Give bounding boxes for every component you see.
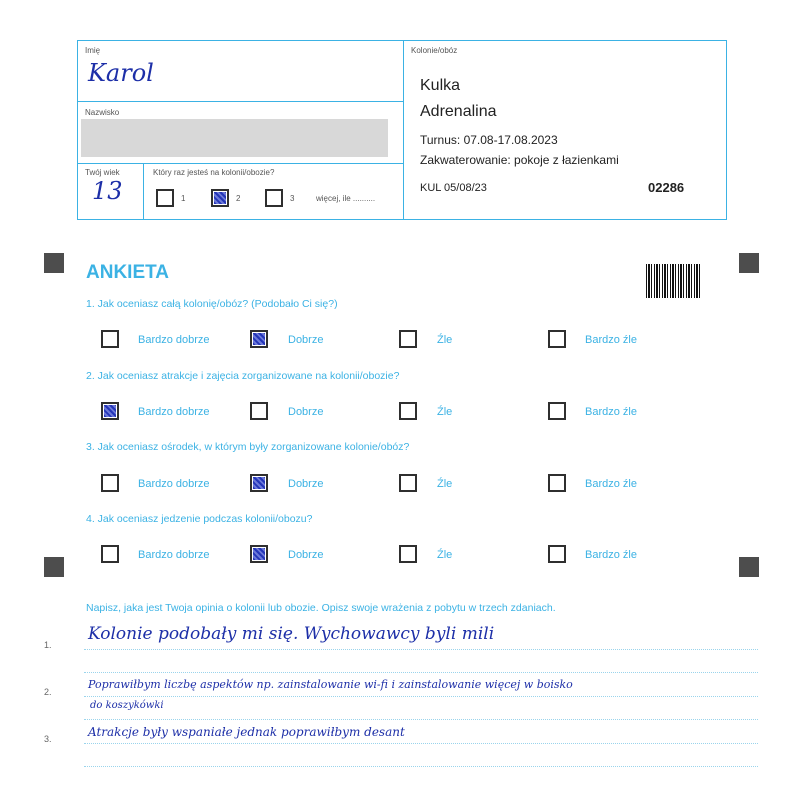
ktory-raz-option-3: 3 <box>290 194 295 203</box>
turnus: Turnus: 07.08-17.08.2023 <box>420 133 558 147</box>
divider <box>78 101 403 102</box>
q3-bardzo-zle-label: Bardzo źle <box>585 478 637 490</box>
q4-bardzo-dobrze-label: Bardzo dobrze <box>138 549 210 561</box>
nazwisko-redacted <box>81 119 388 157</box>
q1-bardzo-dobrze-label: Bardzo dobrze <box>138 334 210 346</box>
q2-bardzo-dobrze-label: Bardzo dobrze <box>138 406 210 418</box>
writing-line <box>84 649 758 650</box>
registration-mark <box>44 253 64 273</box>
q3-bardzo-dobrze-checkbox[interactable] <box>101 474 119 492</box>
kolonie-label: Kolonie/obóz <box>411 46 458 55</box>
q3-dobrze-checkbox[interactable] <box>250 474 268 492</box>
q2-dobrze-checkbox[interactable] <box>250 402 268 420</box>
ktory-raz-option-2: 2 <box>236 194 241 203</box>
q4-bardzo-zle-checkbox[interactable] <box>548 545 566 563</box>
q4-bardzo-zle-label: Bardzo źle <box>585 549 637 561</box>
wiecej-label: więcej, ile .......... <box>316 194 376 203</box>
q2-bardzo-zle-checkbox[interactable] <box>548 402 566 420</box>
divider <box>78 163 403 164</box>
registration-mark <box>739 557 759 577</box>
q2-zle-checkbox[interactable] <box>399 402 417 420</box>
q3-dobrze-label: Dobrze <box>288 478 324 490</box>
q1-bardzo-zle-label: Bardzo źle <box>585 334 637 346</box>
registration-mark <box>739 253 759 273</box>
q1-dobrze-label: Dobrze <box>288 334 324 346</box>
writing-line <box>84 672 758 673</box>
camp-code: KUL 05/08/23 <box>420 182 487 194</box>
ktory-raz-checkbox-1[interactable] <box>156 189 174 207</box>
writing-line <box>84 766 758 767</box>
imie-label: Imię <box>85 46 101 55</box>
q2-bardzo-dobrze-checkbox[interactable] <box>101 402 119 420</box>
question-4: 4. Jak oceniasz jedzenie podczas kolonii/obozu? <box>86 513 313 525</box>
q3-zle-checkbox[interactable] <box>399 474 417 492</box>
ktory-raz-option-1: 1 <box>181 194 186 203</box>
q4-dobrze-checkbox[interactable] <box>250 545 268 563</box>
header-box <box>77 40 727 220</box>
line-number-2: 2. <box>44 687 52 697</box>
q2-zle-label: Źle <box>437 406 453 418</box>
ktory-raz-checkbox-2[interactable] <box>211 189 229 207</box>
question-1: 1. Jak oceniasz całą kolonię/obóz? (Podobało Ci się?) <box>86 298 338 310</box>
line-number-1: 1. <box>44 640 52 650</box>
q2-dobrze-label: Dobrze <box>288 406 324 418</box>
wiek-value[interactable]: 13 <box>92 177 123 205</box>
q4-bardzo-dobrze-checkbox[interactable] <box>101 545 119 563</box>
q3-bardzo-zle-checkbox[interactable] <box>548 474 566 492</box>
wiek-label: Twój wiek <box>85 168 120 177</box>
q1-zle-label: Źle <box>437 334 453 346</box>
q4-zle-checkbox[interactable] <box>399 545 417 563</box>
q4-zle-label: Źle <box>437 549 453 561</box>
divider <box>143 163 144 219</box>
imie-value[interactable]: Karol <box>88 59 154 87</box>
form-number: 02286 <box>648 180 685 195</box>
answer-line-2[interactable]: Poprawiłbym liczbę aspektów np. zainstalowanie wi-fi i zainstalowanie więcej w boisko <box>88 678 573 691</box>
q3-bardzo-dobrze-label: Bardzo dobrze <box>138 478 210 490</box>
header-divider <box>403 41 404 219</box>
q4-dobrze-label: Dobrze <box>288 549 324 561</box>
answer-line-2-cont[interactable]: do koszykówki <box>90 700 164 711</box>
q2-bardzo-zle-label: Bardzo źle <box>585 406 637 418</box>
q1-bardzo-zle-checkbox[interactable] <box>548 330 566 348</box>
line-number-3: 3. <box>44 734 52 744</box>
opinion-prompt: Napisz, jaka jest Twoja opinia o kolonii lub obozie. Opisz swoje wrażenia z pobytu w trzech zdaniach. <box>86 602 556 614</box>
ktory-raz-checkbox-3[interactable] <box>265 189 283 207</box>
q3-zle-label: Źle <box>437 478 453 490</box>
nazwisko-label: Nazwisko <box>85 108 120 117</box>
answer-line-3[interactable]: Atrakcje były wspaniałe jednak poprawiłbym desant <box>88 725 405 739</box>
ktory-raz-label: Który raz jesteś na kolonii/obozie? <box>153 168 275 177</box>
barcode <box>646 264 701 298</box>
zakwaterowanie: Zakwaterowanie: pokoje z łazienkami <box>420 153 619 167</box>
answer-line-1[interactable]: Kolonie podobały mi się. Wychowawcy byli mili <box>88 624 495 644</box>
writing-line <box>84 743 758 744</box>
camp-program: Adrenalina <box>420 103 497 120</box>
survey-title: ANKIETA <box>86 262 170 283</box>
registration-mark <box>44 557 64 577</box>
writing-line <box>84 696 758 697</box>
question-2: 2. Jak oceniasz atrakcje i zajęcia zorganizowane na kolonii/obozie? <box>86 370 400 382</box>
writing-line <box>84 719 758 720</box>
question-3: 3. Jak oceniasz ośrodek, w którym były zorganizowane kolonie/obóz? <box>86 441 410 453</box>
camp-name: Kulka <box>420 77 461 94</box>
q1-dobrze-checkbox[interactable] <box>250 330 268 348</box>
q1-bardzo-dobrze-checkbox[interactable] <box>101 330 119 348</box>
q1-zle-checkbox[interactable] <box>399 330 417 348</box>
